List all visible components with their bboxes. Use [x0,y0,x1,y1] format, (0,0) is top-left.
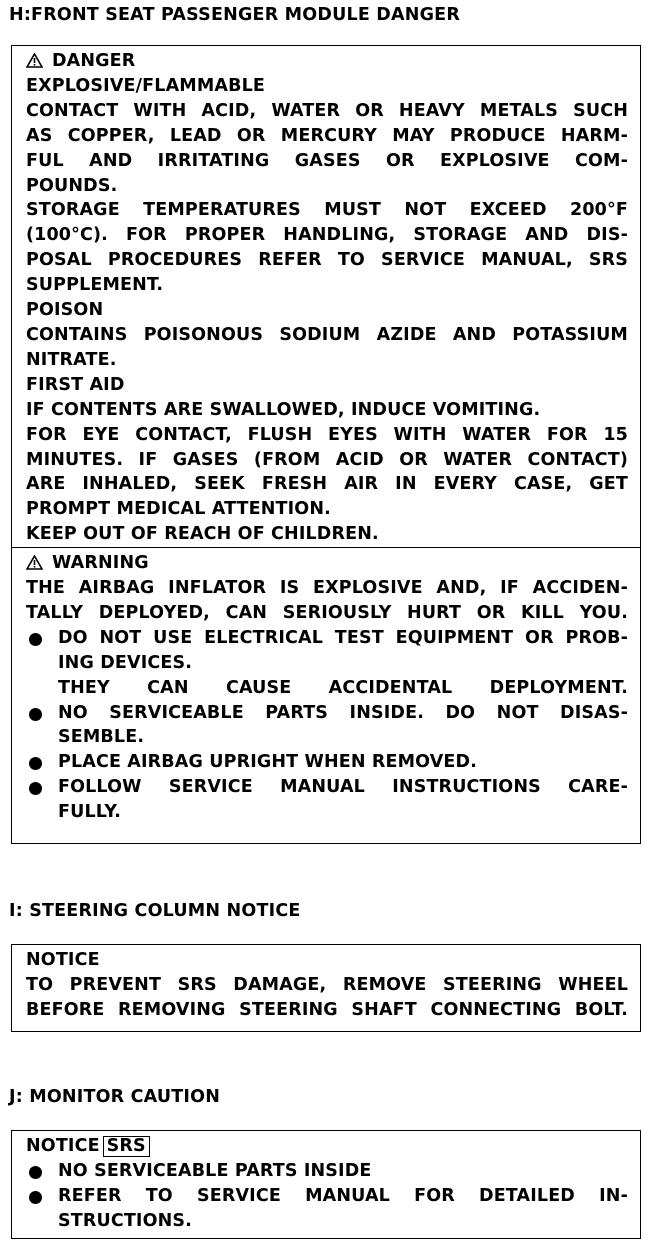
bullet-line: THEY CAN CAUSE ACCIDENTAL DEPLOYMENT. [58,677,628,698]
warning-title-row [26,551,628,576]
bullet-line: REFER TO SERVICE MANUAL FOR DETAILED IN- [58,1185,628,1206]
front-seat-label-box [11,45,641,844]
bullet-line: STRUCTIONS. [58,1210,192,1231]
bullet-dot-icon [29,782,42,795]
danger-line: KEEP OUT OF REACH OF CHILDREN. [26,524,379,545]
danger-line: POUNDS. [26,175,118,196]
warning-section [12,547,640,825]
bullet-line: PLACE AIRBAG UPRIGHT WHEN REMOVED. [58,752,478,773]
steering-notice-box [11,944,641,1032]
bullet-dot-icon [29,757,42,770]
notice-line: BEFORE REMOVING STEERING SHAFT CONNECTING BOLT. [26,999,628,1020]
danger-line: AS COPPER, LEAD OR MERCURY MAY PRODUCE HARM- [26,125,628,146]
warning-line: TALLY DEPLOYED, CAN SERIOUSLY HURT OR KILL YOU. [26,602,628,623]
monitor-bullet-item [26,1184,628,1234]
srs-badge: SRS [103,1136,150,1157]
warning-bullet-item [26,701,628,751]
danger-line: STORAGE TEMPERATURES MUST NOT EXCEED 200°F [26,200,628,221]
danger-line: (100°C). FOR PROPER HANDLING, STORAGE AND DIS- [26,225,628,246]
danger-line: FUL AND IRRITATING GASES OR EXPLOSIVE COM- [26,150,628,171]
warning-bullet-item [26,775,628,825]
monitor-bullet-item [26,1159,628,1184]
danger-line: SUPPLEMENT. [26,275,164,296]
section-heading-steering: I: STEERING COLUMN NOTICE [9,901,301,921]
danger-line: PROMPT MEDICAL ATTENTION. [26,499,331,520]
danger-line: MINUTES. IF GASES (FROM ACID OR WATER CONTACT) [26,449,628,470]
monitor-notice-section [12,1131,640,1234]
bullet-dot-icon [29,633,42,646]
notice-title: NOTICE [26,1136,100,1156]
danger-line: ARE INHALED, SEEK FRESH AIR IN EVERY CASE, GET [26,474,628,495]
warning-line: THE AIRBAG INFLATOR IS EXPLOSIVE AND, IF ACCIDEN- [26,578,628,599]
bullet-line: ING DEVICES. [58,652,192,673]
bullet-line: NO SERVICEABLE PARTS INSIDE. DO NOT DISAS- [58,702,628,723]
danger-line: CONTAINS POISONOUS SODIUM AZIDE AND POTASSIUM [26,324,628,345]
danger-line: POISON [26,300,104,321]
monitor-caution-box [11,1130,641,1239]
warning-triangle-icon [26,53,43,68]
steering-notice-section [12,945,640,1023]
bullet-line: FOLLOW SERVICE MANUAL INSTRUCTIONS CARE- [58,777,628,798]
danger-line: FIRST AID [26,374,125,395]
warning-bullet-item [26,626,628,701]
danger-section [12,46,640,547]
bullet-dot-icon [29,1166,42,1179]
bullet-line: DO NOT USE ELECTRICAL TEST EQUIPMENT OR PROB- [58,627,628,648]
warning-bullet-item [26,750,628,775]
danger-line: EXPLOSIVE/FLAMMABLE [26,75,265,96]
danger-line: IF CONTENTS ARE SWALLOWED, INDUCE VOMITING. [26,399,541,420]
bullet-line: FULLY. [58,802,122,823]
danger-line: CONTACT WITH ACID, WATER OR HEAVY METALS SUCH [26,100,628,121]
notice-title: NOTICE [26,950,100,970]
danger-title-row [26,49,628,74]
section-heading-front-seat: H:FRONT SEAT PASSENGER MODULE DANGER [9,5,461,25]
bullet-line: NO SERVICEABLE PARTS INSIDE [58,1160,372,1181]
danger-line: POSAL PROCEDURES REFER TO SERVICE MANUAL, SRS [26,250,628,271]
notice-title-row [26,1134,628,1159]
danger-line: NITRATE. [26,349,117,370]
notice-line: TO PREVENT SRS DAMAGE, REMOVE STEERING WHEEL [26,974,628,995]
bullet-dot-icon [29,708,42,721]
section-heading-monitor: J: MONITOR CAUTION [9,1087,221,1107]
warning-triangle-icon [26,555,43,570]
bullet-line: SEMBLE. [58,727,145,748]
warning-title: WARNING [52,553,149,574]
danger-line: FOR EYE CONTACT, FLUSH EYES WITH WATER FOR 15 [26,424,628,445]
bullet-dot-icon [29,1191,42,1204]
danger-title: DANGER [52,51,136,71]
